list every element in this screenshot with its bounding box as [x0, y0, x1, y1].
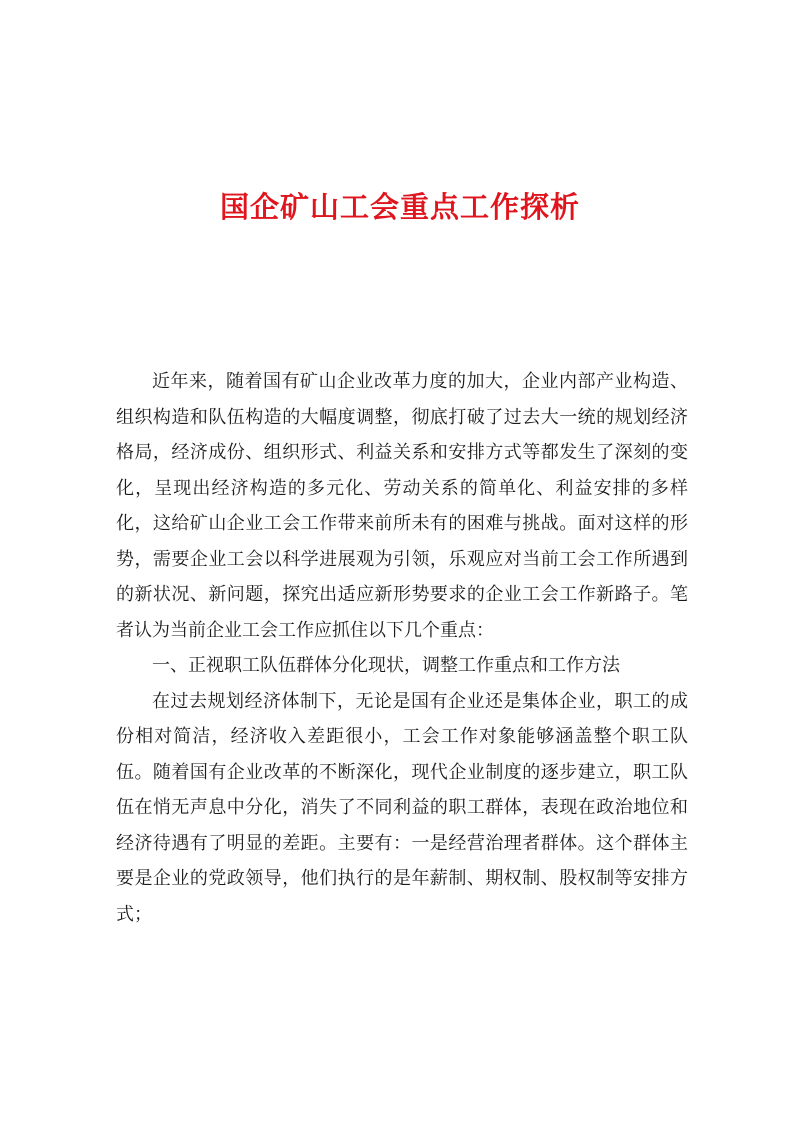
paragraph-intro: 近年来，随着国有矿山企业改革力度的加大，企业内部产业构造、组织构造和队伍构造的大幅度调整，彻底打破了过去大一统的规划经济格局，经济成份、组织形式、利益关系和安排方式等都发生了深刻的变化，呈现出经济构造的多元化、劳动关系的简单化、利益安排的多样化，这给矿山企业工会工作带来前所未有的困难与挑战。面对这样的形势，需要企业工会以科学进展观为引领，乐观应对当前工会工作所遇到的新状况、新问题，探究出适应新形势要求的企业工会工作新路子。笔者认为当前企业工会工作应抓住以下几个重点： — [116, 371, 688, 641]
document-title: 国企矿山工会重点工作探析 — [219, 190, 580, 225]
section-heading-1: 一、正视职工队伍群体分化现状，调整工作重点和工作方法 — [152, 655, 620, 676]
document-body — [116, 364, 688, 932]
paragraph-section-1: 在过去规划经济体制下，无论是国有企业还是集体企业，职工的成份相对简洁，经济收入差距很小，工会工作对象能够涵盖整个职工队伍。随着国有企业改革的不断深化，现代企业制度的逐步建立，职工队伍在悄无声息中分化，消失了不同利益的职工群体，表现在政治地位和经济待遇有了明显的差距。主要有：一是经营治理者群体。这个群体主要是企业的党政领导，他们执行的是年薪制、期权制、股权制等安排方式； — [116, 690, 688, 925]
